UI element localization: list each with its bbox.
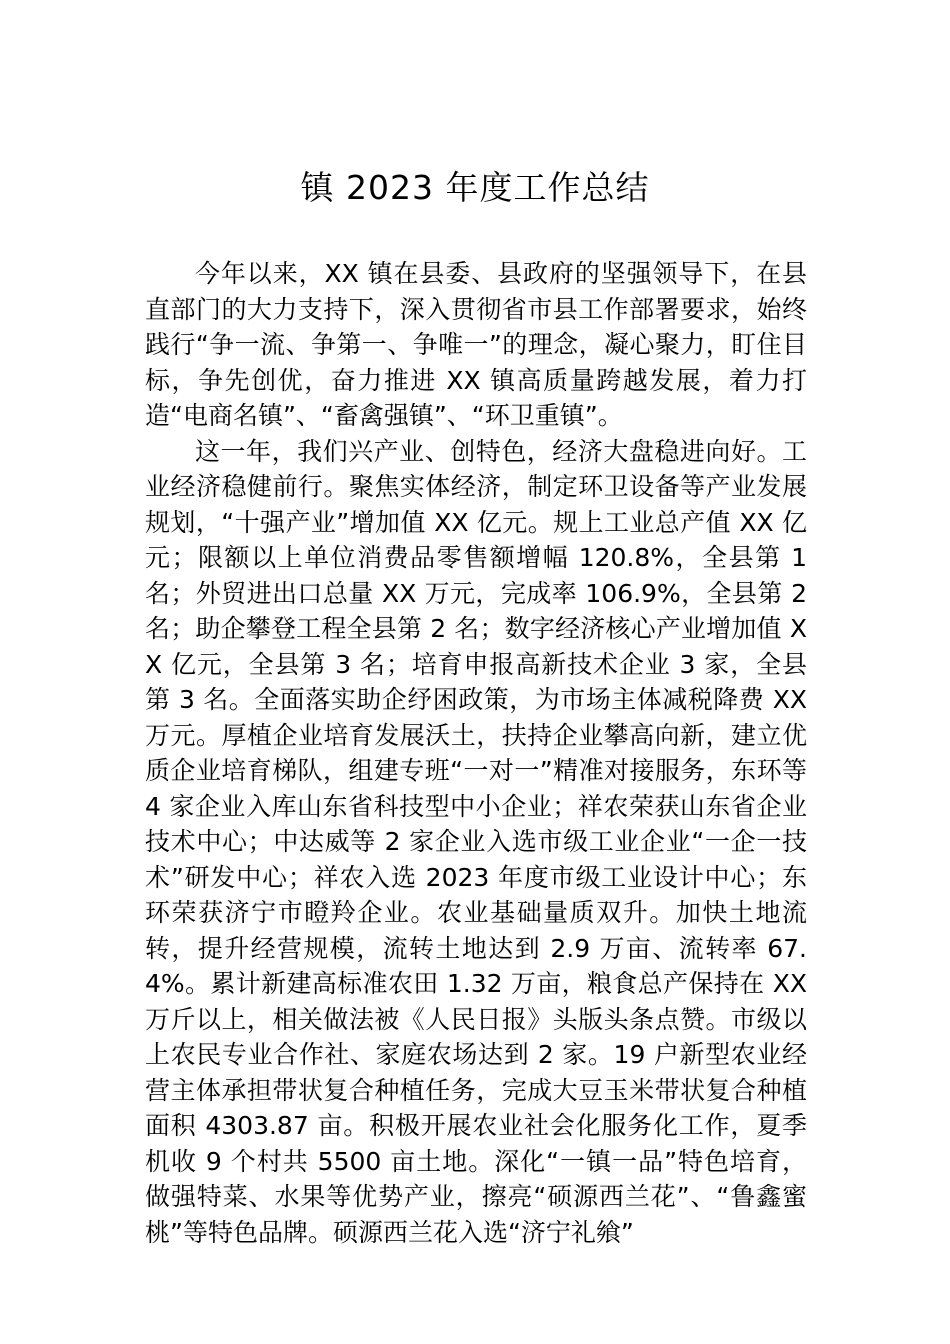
paragraph-economy: 这一年，我们兴产业、创特色，经济大盘稳进向好。工业经济稳健前行。聚焦实体经济，制定环卫设备等产业发展规划，“十强产业”增加值 XX 亿元。规上工业总产值 XX 亿元；限额以上单位消费品零售额增幅 120.8%，全县第 1 名；外贸进出口总量 XX 万元，完成率 106.9%，全县第 2 名；助企攀登工程全县第 2 名；数字经济核心产业增加值 XX 亿元，全县第 3 名；培育申报高新技术企业 3 家，全县第 3 名。全面落实助企纾困政策，为市场主体减税降费 XX 万元。厚植企业培育发展沃土，扶持企业攀高向新，建立优质企业培育梯队，组建专班“一对一”精准对接服务，东环等 4 家企业入库山东省科技型中小企业；祥农荣获山东省企业技术中心；中达威等 2 家企业入选市级工业企业“一企一技术”研发中心；祥农入选 2023 年度市级工业设计中心；东环荣获济宁市瞪羚企业。农业基础量质双升。加快土地流转，提升经营规模，流转土地达到 2.9 万亩、流转率 67.4%。累计新建高标准农田 1.32 万亩，粮食总产保持在 XX 万斤以上，相关做法被《人民日报》头版头条点赞。市级以上农民专业合作社、家庭农场达到 2 家。19 户新型农业经营主体承担带状复合种植任务，完成大豆玉米带状复合种植面积 4303.87 亩。积极开展农业社会化服务化工作，夏季机收 9 个村共 5500 亩土地。深化“一镇一品”特色培育，做强特菜、水果等优势产业，擦亮“硕源西兰花”、“鲁鑫蜜桃”等特色品牌。硕源西兰花入选“济宁礼飨” (145, 436, 807, 1247)
document-body (145, 256, 807, 1250)
paragraph-intro: 今年以来，XX 镇在县委、县政府的坚强领导下，在县直部门的大力支持下，深入贯彻省市县工作部署要求，始终践行“争一流、争第一、争唯一”的理念，凝心聚力，盯住目标，争先创优，奋力推进 XX 镇高质量跨越发展，着力打造“电商名镇”、“畜禽强镇”、“环卫重镇”。 (145, 259, 807, 430)
document-title: 镇 2023 年度工作总结 (300, 168, 650, 207)
